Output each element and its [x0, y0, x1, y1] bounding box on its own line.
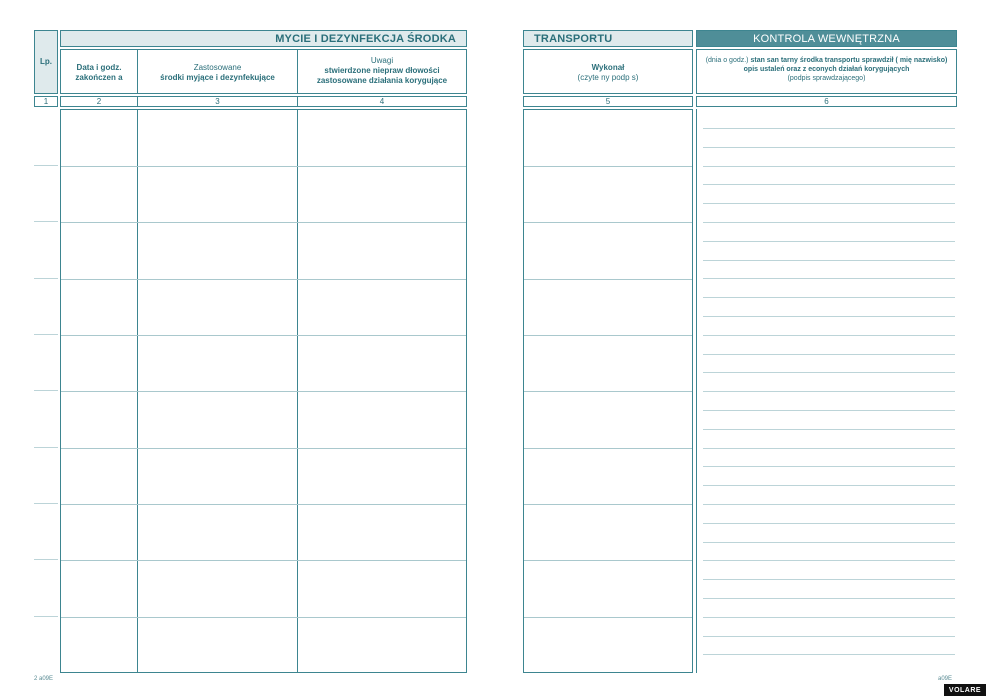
ruled-line [703, 222, 955, 223]
publisher-logo: VOLARE [944, 684, 986, 696]
ruled-line [703, 598, 955, 599]
ruled-line [703, 297, 955, 298]
col6-number-cell [696, 96, 957, 107]
table-row-divider [61, 504, 466, 505]
ruled-line [703, 410, 955, 411]
column-header-row-left [60, 49, 467, 94]
table-row-divider [524, 222, 692, 223]
ruled-line [703, 617, 955, 618]
ruled-line [703, 636, 955, 637]
page-code-left: 2 a09E [34, 676, 54, 682]
ruled-line [703, 504, 955, 505]
ruled-line [703, 128, 955, 129]
ruled-line [703, 278, 955, 279]
col6-header: (dnia o godz.) stan san tarny środka transportu sprawdził ( mię nazwisko) opis ustaleń oraz z econych działań korygujących (podpis sprawdzającego) [705, 57, 948, 82]
table-row-divider [524, 279, 692, 280]
table-row-divider [61, 222, 466, 223]
col5-header-cell [523, 49, 693, 94]
table-row-divider [61, 166, 466, 167]
ruled-line [703, 523, 955, 524]
section-title-washing-text: MYCIE I DEZYNFEKCJA ŚRODKA [275, 32, 456, 45]
ruled-line [703, 485, 955, 486]
table-row-divider [61, 617, 466, 618]
col4-header: Uwagi stwierdzone nieprаw dłowości zastosowane działania korygujące [316, 56, 448, 85]
ruled-line [703, 354, 955, 355]
table-row-divider [61, 279, 466, 280]
ruled-line [703, 316, 955, 317]
section-title-transport-text: TRANSPORTU [534, 32, 613, 45]
ruled-line [703, 391, 955, 392]
ruled-line [703, 429, 955, 430]
section-title-washing [60, 30, 467, 47]
table-row-divider [524, 391, 692, 392]
section-title-transport [523, 30, 693, 47]
table-row-divider [524, 617, 692, 618]
col6-header-cell [696, 49, 957, 94]
table-row-divider [524, 335, 692, 336]
ruled-line [703, 203, 955, 204]
col5-number: 5 [605, 96, 611, 106]
col2-number: 2 [96, 97, 102, 106]
ruled-line [703, 448, 955, 449]
ruled-line [703, 166, 955, 167]
internal-control-notes-area [696, 109, 957, 673]
transport-performed-by-column [523, 109, 693, 673]
table-row-divider [61, 335, 466, 336]
washing-log-table [60, 109, 467, 673]
lp-column [34, 109, 58, 673]
table-row-divider [61, 448, 466, 449]
ruled-line [703, 335, 955, 336]
ruled-line [703, 466, 955, 467]
ruled-line [703, 372, 955, 373]
ruled-line [703, 542, 955, 543]
table-row-divider [61, 560, 466, 561]
table-row-divider [61, 391, 466, 392]
lp-number-cell [34, 96, 58, 107]
section-title-internal-control-text: KONTROLA WEWNĘTRZNA [753, 32, 900, 45]
section-title-internal-control [696, 30, 957, 47]
col5-header: Wykonał (czytе ny podp s) [577, 63, 639, 82]
ruled-line [703, 260, 955, 261]
col3-header: Zastosowane środki myjące i dezynfekujące [160, 63, 275, 82]
ruled-line [703, 241, 955, 242]
col2-header: Data i godz. zakończen a [75, 63, 123, 82]
ruled-line [703, 147, 955, 148]
page-code-right: a09E [938, 676, 953, 682]
column-number-row-left [60, 96, 467, 107]
lp-header-cell [34, 30, 58, 94]
table-row-divider [524, 560, 692, 561]
col5-number-cell [523, 96, 693, 107]
table-row-divider [524, 504, 692, 505]
col4-number: 4 [379, 97, 385, 106]
ruled-line [703, 184, 955, 185]
ruled-line [703, 579, 955, 580]
col1-number: 1 [43, 96, 49, 106]
ruled-line [703, 560, 955, 561]
col3-number: 3 [215, 97, 220, 106]
col6-number: 6 [824, 96, 829, 106]
ruled-line [703, 654, 955, 655]
lp-header-label: Lp. [40, 57, 52, 66]
table-row-divider [524, 166, 692, 167]
table-row-divider [524, 448, 692, 449]
